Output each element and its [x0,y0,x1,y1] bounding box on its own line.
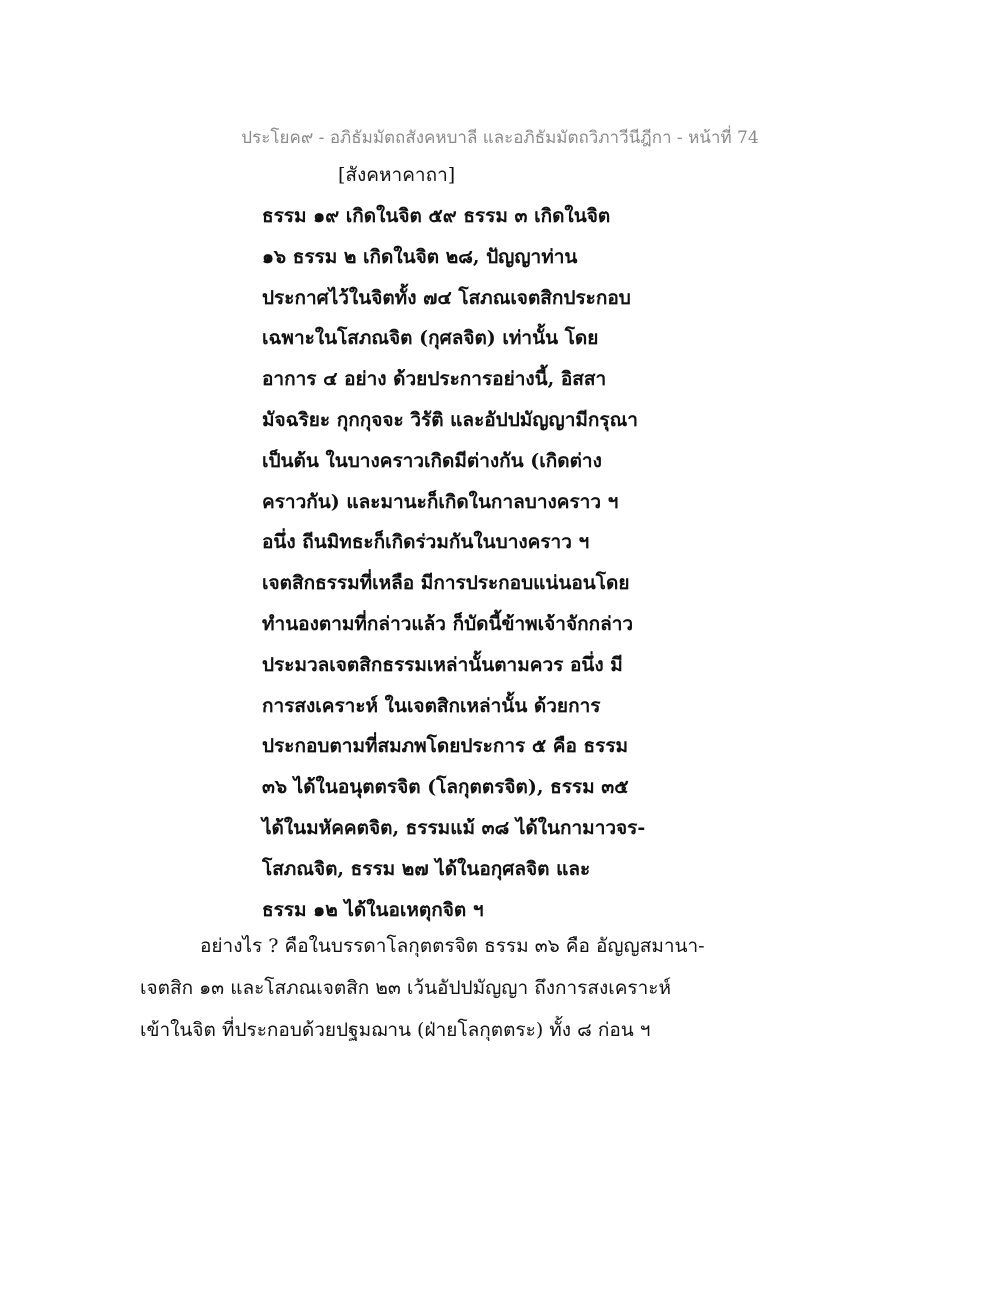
verse-line: ได้ในมหัคคตจิต, ธรรมแม้ ๓๘ ได้ในกามาวจร- [262,816,646,839]
verse-line: การสงเคราะห์ ในเจตสิกเหล่านั้น ด้วยการ [262,694,601,717]
verse-line: ประมวลเจตสิกธรรมเหล่านั้นตามควร อนึ่ง มี [262,653,623,676]
verse-line: อนึ่ง ถีนมิทธะก็เกิดร่วมกันในบางคราว ฯ [262,531,590,554]
verse-block [262,200,645,934]
verse-line: โสภณจิต, ธรรม ๒๗ ได้ในอกุศลจิต และ [262,857,591,880]
verse-line: อาการ ๔ อย่าง ด้วยประการอย่างนี้, อิสสา [262,368,607,391]
verse-line: มัจฉริยะ กุกกุจจะ วิรัติ และอัปปมัญญามีกรุณา [262,408,638,431]
verse-line: ธรรม ๑๒ ได้ในอเหตุกจิต ฯ [262,898,484,921]
verse-line: เป็นต้น ในบางคราวเกิดมีต่างกัน (เกิดต่าง [262,449,602,472]
prose-paragraph [140,930,705,1056]
verse-line: เฉพาะในโสภณจิต (กุศลจิต) เท่านั้น โดย [262,327,599,350]
verse-line: เจตสิกธรรมที่เหลือ มีการประกอบแน่นอนโดย [262,572,630,595]
verse-line: ประกาศไว้ในจิตทั้ง ๗๔ โสภณเจตสิกประกอบ [262,286,631,309]
verse-line: ๓๖ ได้ในอนุตตรจิต (โลกุตตรจิต), ธรรม ๓๕ [262,776,629,799]
page-header: ประโยค๙ - อภิธัมมัตถสังคหบาลี และอภิธัมมัตถวิภาวีนีฎีกา - หน้าที่ 74 [241,128,759,148]
verse-line: ทำนองตามที่กล่าวแล้ว ก็บัดนี้ข้าพเจ้าจักกล่าว [262,612,634,635]
section-title: [สังคหาคาถา] [338,164,456,186]
prose-line: อย่างไร ? คือในบรรดาโลกุตตรจิต ธรรม ๓๖ คือ อัญญสมานา- [200,935,705,957]
prose-line: เข้าในจิต ที่ประกอบด้วยปฐมฌาน (ฝ่ายโลกุตตระ) ทั้ง ๘ ก่อน ฯ [140,1019,651,1041]
verse-line: ๑๖ ธรรม ๒ เกิดในจิต ๒๘, ปัญญาท่าน [262,245,578,268]
verse-line: ประกอบตามที่สมภพโดยประการ ๕ คือ ธรรม [262,735,629,758]
verse-line: ธรรม ๑๙ เกิดในจิต ๕๙ ธรรม ๓ เกิดในจิต [262,205,611,227]
prose-line: เจตสิก ๑๓ และโสภณเจตสิก ๒๓ เว้นอัปปมัญญา ถึงการสงเคราะห์ [140,977,672,999]
verse-line: คราวกัน) และมานะก็เกิดในกาลบางคราว ฯ [262,490,619,513]
